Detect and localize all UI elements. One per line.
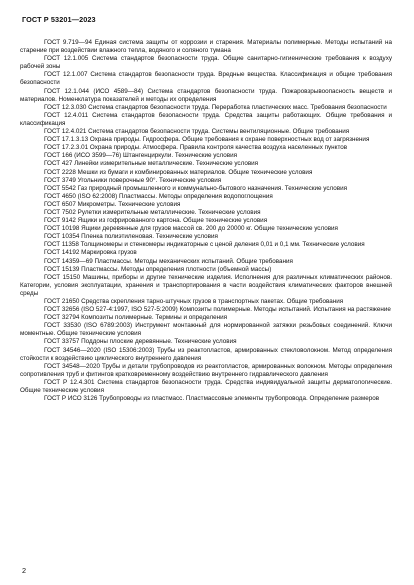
reference-item: ГОСТ 34548—2020 Трубы и детали трубопроводов из реактопластов, армированных волокном. Методы определения сопротивления труб и фитингов кратковременному воздействию внутреннего гидравлического давления (20, 362, 392, 378)
reference-item: ГОСТ 12.4.011 Система стандартов безопасности труда. Средства защиты работающих. Общие требования и классификация (20, 111, 392, 127)
reference-item: ГОСТ 15139 Пластмассы. Методы определения плотности (объемной массы) (44, 265, 272, 273)
reference-item: ГОСТ 33530 (ISO 6789:2003) Инструмент монтажный для нормированной затяжки резьбовых соединений. Ключи моментные. Общие технические условия (20, 322, 392, 338)
reference-item: ГОСТ 2228 Мешки из бумаги и комбинированных материалов. Общие технические условия (44, 168, 313, 176)
reference-item: ГОСТ 12.1.044 (ИСО 4589—84) Система стандартов безопасности труда. Пожаровзрывоопасность веществ и материалов. Номенклатура показателей и методы их определения (20, 87, 392, 103)
page-number: 2 (22, 566, 27, 575)
reference-item: ГОСТ 15150 Машины, приборы и другие технические изделия. Исполнения для различных климатических районов. Категории, условия эксплуатации, хранения и транспортирования в части воздействия климатических факторов внешней среды (20, 273, 392, 297)
reference-item: ГОСТ 11358 Толщиномеры и стенкомеры индикаторные с ценой деления 0,01 и 0,1 мм. Технические условия (44, 241, 365, 249)
reference-item: ГОСТ 7502 Рулетки измерительные металлические. Технические условия (44, 208, 261, 216)
reference-item: ГОСТ 12.3.030 Система стандартов безопасности труда. Переработка пластических масс. Требования безопасности (44, 103, 387, 111)
reference-item: ГОСТ 10354 Пленка полиэтиленовая. Технические условия (44, 233, 218, 241)
normative-references-list (20, 39, 392, 403)
reference-item: ГОСТ 9.719—94 Единая система защиты от коррозии и старения. Материалы полимерные. Методы испытаний на старение при воздействии влажного тепла, водяного и соляного тумана (20, 39, 392, 55)
reference-item: ГОСТ Р 12.4.301 Система стандартов безопасности труда. Средства индивидуальной защиты дерматологические. Общие технические условия (20, 378, 392, 395)
reference-item: ГОСТ 17.2.3.01 Охрана природы. Атмосфера. Правила контроля качества воздуха населенных пунктов (44, 144, 348, 152)
reference-item: ГОСТ 14359—69 Пластмассы. Методы механических испытаний. Общие требования (44, 257, 293, 265)
reference-item: ГОСТ 17.1.3.13 Охрана природы. Гидросфера. Общие требования к охране поверхностных вод от загрязнения (44, 136, 370, 144)
reference-item: ГОСТ 4650 (ISO 62:2008) Пластмассы. Методы определения водопоглощения (44, 192, 273, 200)
reference-item: ГОСТ 9142 Ящики из гофрированного картона. Общие технические условия (44, 217, 268, 225)
reference-item: ГОСТ 14192 Маркировка грузов (44, 249, 137, 257)
reference-item: ГОСТ 427 Линейки измерительные металлические. Технические условия (44, 160, 259, 168)
reference-item: ГОСТ 21650 Средства скрепления тарно-штучных грузов в транспортных пакетах. Общие требования (44, 298, 344, 305)
reference-item: ГОСТ 6507 Микрометры. Технические условия (44, 200, 181, 208)
document-header: ГОСТ Р 53201—2023 (22, 15, 96, 24)
reference-item: ГОСТ 12.1.007 Система стандартов безопасности труда. Вредные вещества. Классификация и общие требования безопасности (20, 71, 392, 87)
reference-item: ГОСТ 32794 Композиты полимерные. Термины и определения (44, 314, 228, 322)
reference-item: ГОСТ 3749 Угольники поверочные 90°. Технические условия (44, 176, 222, 184)
reference-item: ГОСТ 166 (ИСО 3599—76) Штангенциркули. Технические условия (44, 152, 238, 160)
reference-item: ГОСТ 12.4.021 Система стандартов безопасности труда. Системы вентиляционные. Общие требования (44, 128, 350, 136)
reference-item: ГОСТ 12.1.005 Система стандартов безопасности труда. Общие санитарно-гигиенические требования к воздуху рабочей зоны (20, 55, 392, 71)
reference-item: ГОСТ 34546—2020 (ISO 15306:2003) Трубы из реактопластов, армированных стекловолокном. Метод определения стойкости к воздействию циклического внутреннего давления (20, 346, 392, 362)
reference-item: ГОСТ 10198 Ящики деревянные для грузов массой св. 200 до 20000 кг. Общие технические условия (44, 225, 338, 233)
reference-item: ГОСТ 32656 (ISO 527-4:1997, ISO 527-5:2009) Композиты полимерные. Методы испытаний. Испытания на растяжение (44, 306, 391, 314)
reference-item: ГОСТ 33757 Поддоны плоские деревянные. Технические условия (44, 338, 237, 346)
reference-item: ГОСТ Р ИСО 3126 Трубопроводы из пластмасс. Пластмассовые элементы трубопровода. Определение размеров (44, 395, 380, 403)
reference-item: ГОСТ 5542 Газ природный промышленного и коммунально-бытового назначения. Технические условия (44, 184, 348, 192)
